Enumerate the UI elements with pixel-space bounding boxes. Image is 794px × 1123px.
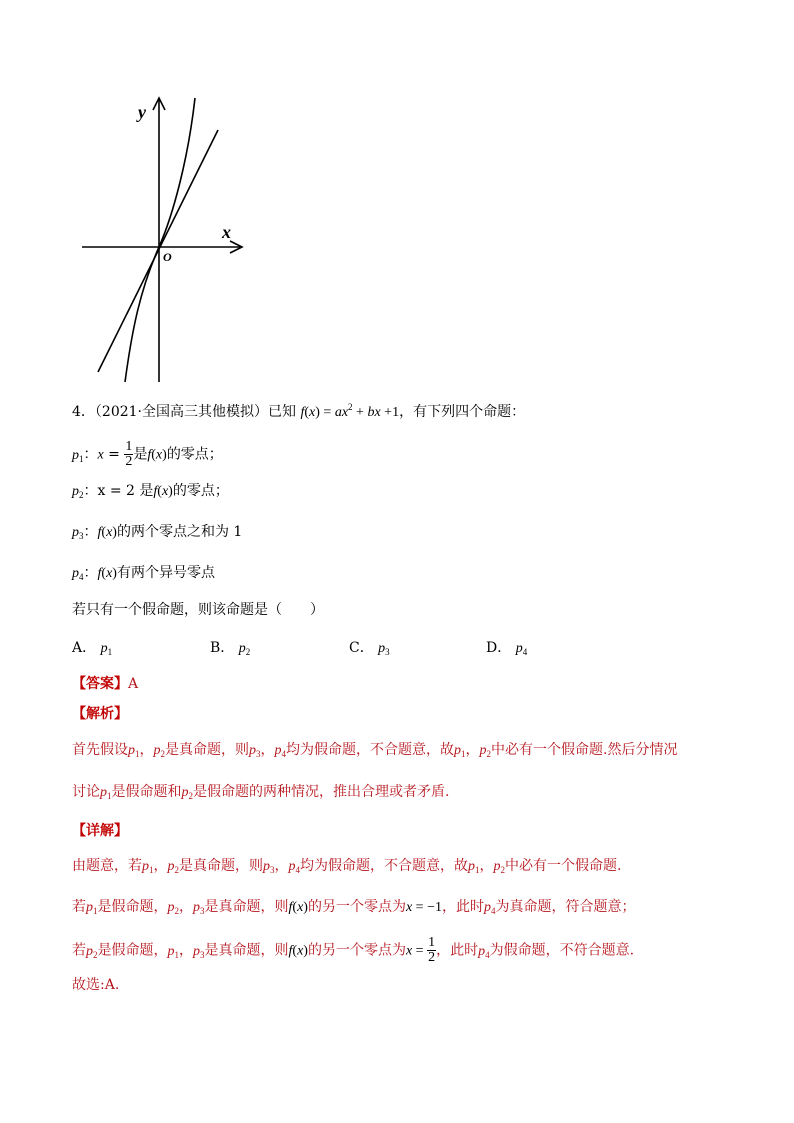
problem-number: 4． bbox=[72, 404, 95, 420]
option-c: C． $p_3$ bbox=[349, 640, 390, 657]
problem-source: （2021·全国高三其他模拟） bbox=[94, 404, 269, 420]
detail-line-1: 由题意，若$p_1$，$p_2$是真命题，则$p_3$，$p_4$均为假命题，不合题意，故$p_1$，$p_2$中必有一个假命题. bbox=[72, 858, 622, 875]
detail-conclusion: 故选:A. bbox=[72, 977, 120, 993]
analysis-line-1: 首先假设$p_1$，$p_2$是真命题，则$p_3$，$p_4$均为假命题，不合题意，故$p_1$，$p_2$中必有一个假命题.然后分情况 bbox=[72, 742, 678, 759]
option-d: D． $p_4$ bbox=[486, 640, 528, 657]
stem-pre: 已知 bbox=[268, 404, 297, 420]
question-text: 若只有一个假命题，则该命题是（ ） bbox=[72, 602, 324, 618]
fraction-one-half-detail: $\frac{1}{2}$ bbox=[428, 935, 436, 965]
option-a: A． $p_1$ bbox=[72, 640, 113, 657]
analysis-line-2: 讨论$p_1$是假命题和$p_2$是假命题的两种情况，推出合理或者矛盾. bbox=[72, 784, 450, 801]
analysis-label: 【解析】 bbox=[72, 706, 128, 722]
origin-label: O bbox=[163, 250, 172, 264]
option-b: B． $p_2$ bbox=[210, 640, 251, 657]
y-axis-label: y bbox=[138, 102, 146, 122]
x-axis-label: x bbox=[222, 222, 231, 242]
answer-label: 【答案】 bbox=[72, 676, 128, 692]
function-graph bbox=[70, 90, 260, 390]
function-definition: $f(x) = ax^2$ + bx +1 bbox=[300, 402, 400, 420]
proposition-p1: $p_1$：x = $\frac{1}{2}$ 是f(x)的零点； bbox=[72, 439, 223, 469]
proposition-p4: $p_4$：f(x)有两个异号零点 bbox=[72, 565, 215, 582]
proposition-p2: $p_2$：x = 2 是f(x)的零点； bbox=[72, 483, 229, 500]
answer-value: A bbox=[128, 676, 139, 692]
fraction-one-half: $\frac{1}{2}$ bbox=[125, 439, 133, 469]
detail-line-2: 若$p_1$是假命题，$p_2$，$p_3$是真命题，则f(x)的另一个零点为x = −1，此时$p_4$为真命题，符合题意； bbox=[72, 899, 636, 916]
curve-graph-line bbox=[125, 98, 195, 382]
stem-post: ，有下列四个命题： bbox=[399, 404, 526, 420]
detail-label: 【详解】 bbox=[72, 823, 128, 839]
proposition-p3: $p_3$：f(x)的两个零点之和为 1 bbox=[72, 524, 243, 541]
problem-stem bbox=[72, 397, 525, 423]
detail-line-3: 若$p_2$是假命题，$p_1$，$p_3$是真命题，则f(x)的另一个零点为x = $\frac{1}{2}$ ，此时$p_4$为假命题，不符合题意. bbox=[72, 935, 635, 965]
answer-line bbox=[72, 674, 138, 694]
